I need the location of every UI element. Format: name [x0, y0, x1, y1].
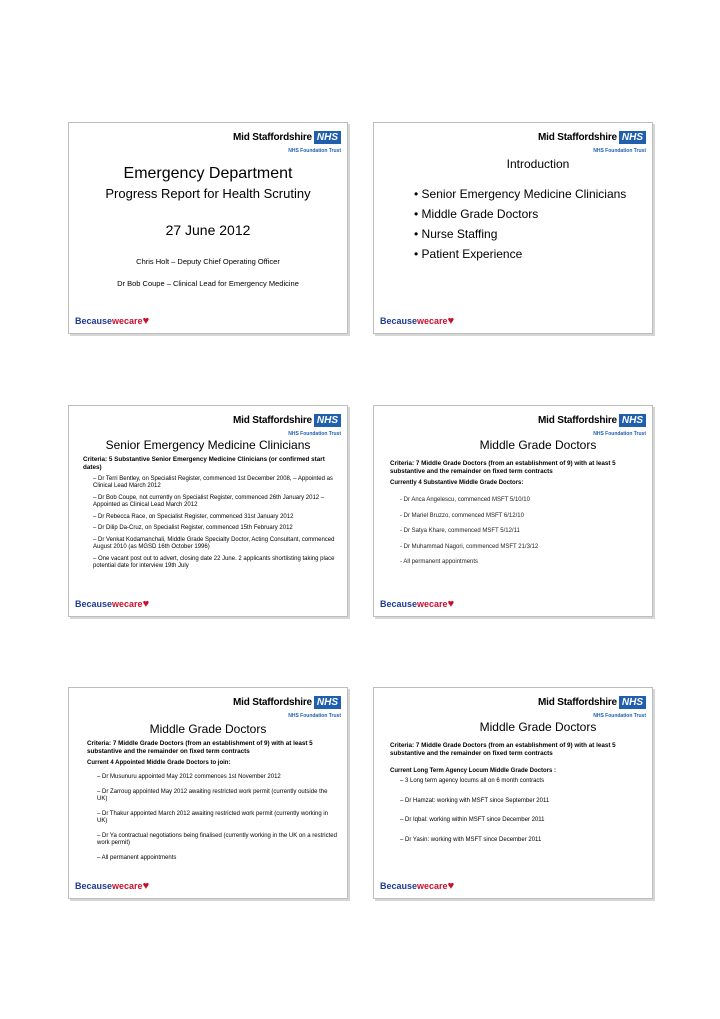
section-heading: Currently 4 Substantive Middle Grade Doctors: [390, 479, 524, 486]
logo-trust: NHS Foundation Trust [288, 713, 341, 719]
bullet-item: • Nurse Staffing [414, 227, 626, 241]
list-item: - Dr Mariel Bruzzo, commenced MSFT 6/12/10 [400, 512, 524, 519]
bullet-item: • Patient Experience [414, 247, 626, 261]
slide-4 [373, 405, 653, 617]
because-we-care-logo [75, 880, 149, 892]
slide-body [87, 740, 337, 862]
slide-title: Middle Grade Doctors [149, 722, 267, 736]
because-we-care-logo [380, 598, 454, 610]
slide-body [390, 742, 642, 844]
because-we-care-logo [380, 880, 454, 892]
heart-icon: ♥ [142, 598, 150, 610]
logo-care: care [124, 316, 143, 326]
presenter-1: Chris Holt – Deputy Chief Operating Officer [136, 257, 280, 266]
list-item: – Dr Rebecca Race, on Specialist Register, commenced 31st January 2012 [93, 513, 294, 520]
logo-trust: NHS Foundation Trust [593, 148, 646, 154]
slide-1 [68, 122, 348, 334]
heart-icon: ♥ [447, 880, 455, 892]
logo-we: we [417, 599, 430, 609]
logo-we: we [417, 881, 430, 891]
slide-6 [373, 687, 653, 899]
section-heading: Current Long Term Agency Locum Middle Grade Doctors : [390, 767, 557, 774]
list-item: – Dr Iqbal: working within MSFT since December 2011 [400, 817, 545, 824]
slide-title: Middle Grade Doctors [479, 438, 597, 452]
trust-logo [233, 129, 341, 154]
bullet-item: • Senior Emergency Medicine Clinicians [414, 187, 626, 201]
list-item: - Dr Muhammad Nagori, commenced MSFT 21/3/12 [400, 543, 539, 550]
slide-date: 27 June 2012 [165, 222, 251, 238]
slide-2 [373, 122, 653, 334]
list-item: – Dr Thakur appointed March 2012 awaiting restricted work permit (currently working in UK) [97, 810, 328, 825]
logo-because: Because [75, 316, 113, 326]
list-item: – All permanent appointments [97, 854, 177, 861]
list-item: - All permanent appointments [400, 559, 479, 566]
slide-title: Introduction [506, 157, 570, 171]
logo-name: Mid Staffordshire [538, 132, 617, 144]
slide-title: Middle Grade Doctors [479, 720, 597, 734]
list-item: – Dr Dilip Da-Cruz, on Specialist Register, commenced 15th February 2012 [93, 525, 293, 532]
logo-because: Because [380, 316, 418, 326]
logo-name: Mid Staffordshire [233, 415, 312, 427]
criteria-text: Criteria: 7 Middle Grade Doctors (from an establishment of 9) with at least 5 substantive and the remainder on fixed term contracts [390, 460, 616, 475]
list-item: – Dr Ya contractual negotiations being finalised (currently working in the UK on a restricted work permit) [97, 832, 337, 847]
logo-because: Because [380, 599, 418, 609]
trust-logo [233, 694, 341, 719]
because-we-care-logo [75, 315, 149, 327]
nhs-badge: NHS [619, 131, 646, 144]
slide-body [83, 456, 339, 571]
logo-name: Mid Staffordshire [538, 697, 617, 709]
logo-we: we [112, 316, 125, 326]
logo-we: we [112, 599, 125, 609]
list-item: – Dr Musunuru appointed May 2012 commences 1st November 2012 [97, 774, 281, 781]
heart-icon: ♥ [447, 598, 455, 610]
list-item: – Dr Bob Coupe, not currently on Specialist Register, commenced 26th January 2012 – Appointed as Clinical Lead March 2012 [93, 494, 325, 509]
logo-because: Because [380, 881, 418, 891]
criteria-text: Criteria: 5 Substantive Senior Emergency Medicine Clinicians (or confirmed start dates) [83, 456, 325, 471]
because-we-care-logo [380, 315, 454, 327]
heart-icon: ♥ [142, 315, 150, 327]
logo-because: Because [75, 599, 113, 609]
nhs-badge: NHS [619, 414, 646, 427]
logo-because: Because [75, 881, 113, 891]
nhs-badge: NHS [314, 696, 341, 709]
heart-icon: ♥ [142, 880, 150, 892]
nhs-badge: NHS [314, 131, 341, 144]
list-item: - Dr Anca Angelescu, commenced MSFT 5/10/10 [400, 497, 530, 504]
list-item: – Dr Terri Bentley, on Specialist Register, commenced 1st December 2008, – Appointed as Clinical Lead March 2012 [93, 475, 333, 490]
because-we-care-logo [75, 598, 149, 610]
logo-trust: NHS Foundation Trust [593, 713, 646, 719]
logo-name: Mid Staffordshire [538, 415, 617, 427]
slide-5 [68, 687, 348, 899]
slide-subtitle: Progress Report for Health Scrutiny [105, 186, 311, 201]
logo-care: care [429, 316, 448, 326]
list-item: - Dr Satya Khare, commenced MSFT 5/12/11 [400, 528, 520, 535]
logo-care: care [429, 599, 448, 609]
criteria-text: Criteria: 7 Middle Grade Doctors (from an establishment of 9) with at least 5 substantive and the remainder on fixed term contracts [390, 742, 616, 757]
logo-trust: NHS Foundation Trust [288, 431, 341, 437]
slide-body [390, 460, 642, 567]
trust-logo [538, 694, 646, 719]
list-item: – Dr Hamzat: working with MSFT since September 2011 [400, 797, 550, 804]
nhs-badge: NHS [314, 414, 341, 427]
slide-3 [68, 405, 348, 617]
logo-trust: NHS Foundation Trust [288, 148, 341, 154]
nhs-badge: NHS [619, 696, 646, 709]
trust-logo [538, 129, 646, 154]
logo-trust: NHS Foundation Trust [593, 431, 646, 437]
trust-logo [233, 412, 341, 437]
list-item: – 3 Long term agency locums all on 6 month contracts [400, 778, 545, 785]
bullet-item: • Middle Grade Doctors [414, 207, 626, 221]
slide-title: Senior Emergency Medicine Clinicians [105, 438, 311, 452]
list-item: – Dr Venkat Kodamanchali, Middle Grade Specialty Doctor, Acting Consultant, commenced August 2010 (as MGSD 16th October 1996) [93, 536, 335, 551]
trust-logo [538, 412, 646, 437]
logo-care: care [124, 599, 143, 609]
logo-name: Mid Staffordshire [233, 132, 312, 144]
slide-title: Emergency Department [123, 165, 293, 182]
list-item: – One vacant post out to advert, closing date 22 June. 2 applicants shortlisting taking place potential date for interview 19th July [93, 555, 335, 570]
section-heading: Current 4 Appointed Middle Grade Doctors to join: [87, 759, 231, 766]
list-item: – Dr Zarroug appointed May 2012 awaiting restricted work permit (currently outside the UK) [97, 788, 328, 803]
criteria-text: Criteria: 7 Middle Grade Doctors (from an establishment of 9) with at least 5 substantive and the remainder on fixed term contracts [87, 740, 313, 755]
logo-care: care [429, 881, 448, 891]
list-item: – Dr Yasin: working with MSFT since December 2011 [400, 836, 542, 843]
presenter-2: Dr Bob Coupe – Clinical Lead for Emergency Medicine [117, 279, 299, 288]
logo-name: Mid Staffordshire [233, 697, 312, 709]
logo-we: we [112, 881, 125, 891]
heart-icon: ♥ [447, 315, 455, 327]
logo-care: care [124, 881, 143, 891]
logo-we: we [417, 316, 430, 326]
bullet-list [414, 187, 626, 267]
